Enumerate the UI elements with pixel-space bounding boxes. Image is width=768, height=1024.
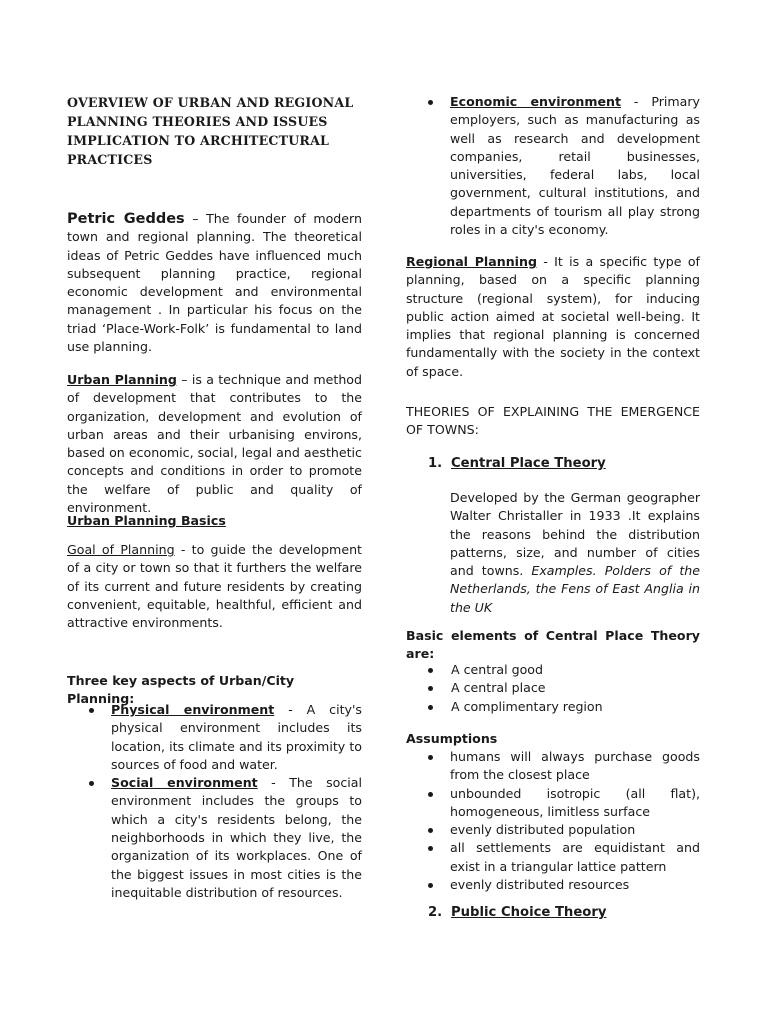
- assumptions-list: [406, 748, 700, 894]
- list-item: [67, 701, 362, 774]
- assumptions-heading: Assumptions: [406, 731, 498, 746]
- elements-heading: Basic elements of Central Place Theory are:: [406, 628, 700, 661]
- list-item: unbounded isotropic (all flat), homogeneous, limitless surface: [406, 785, 700, 822]
- theory-2-heading: [406, 904, 606, 922]
- theories-heading: THEORIES OF EXPLAINING THE EMERGENCE OF TOWNS:: [406, 404, 700, 438]
- goal-term: Goal of Planning: [67, 542, 175, 557]
- theory-1-desc-text: Developed by the German geographer Walter Christaller in 1933 .It explains the reasons behind the distribution patterns, size, and number of cities and towns.: [450, 490, 700, 579]
- list-item: all settlements are equidistant and exist in a triangular lattice pattern: [406, 839, 700, 876]
- list-item: evenly distributed population: [406, 821, 700, 839]
- regional-planning-text: - It is a specific type of planning, based on a specific planning structure (regional system), for inducing public action aimed at societal well-being. It implies that regional planning is concerned fundamentally with the society in the context of space.: [406, 254, 700, 379]
- theory-1-title: Central Place Theory: [451, 456, 606, 471]
- aspect-text: - The social environment includes the groups to which a city's residents belong, the neighborhoods in which they live, the organization of its workplaces. One of the biggest issues in most cities is the inequitable distribution of resources.: [111, 775, 363, 900]
- theory-2-title: Public Choice Theory: [451, 905, 607, 920]
- list-item: [67, 774, 362, 902]
- theory-1-number: 1.: [428, 456, 443, 471]
- list-item: evenly distributed resources: [406, 876, 700, 894]
- geddes-name: Petric Geddes: [67, 211, 185, 227]
- regional-planning-term: Regional Planning: [406, 254, 537, 269]
- regional-planning-paragraph: [406, 253, 700, 381]
- list-item: A complimentary region: [406, 698, 700, 716]
- theory-1-description: [406, 489, 700, 617]
- economic-term: Economic environment: [450, 94, 622, 109]
- aspect-term: Social environment: [111, 775, 258, 791]
- urban-planning-term: Urban Planning: [67, 372, 177, 387]
- goal-text: - to guide the development of a city or town so that it furthers the welfare of its current and future residents by creating convenient, equitable, healthful, efficient and attractive environments.: [67, 542, 362, 631]
- aspects-list: [67, 701, 362, 902]
- aspects-heading: Three key aspects of Urban/City Planning:: [67, 673, 295, 706]
- economic-list: [406, 93, 700, 239]
- theory-1-examples: Examples. Polders of the Netherlands, the Fens of East Anglia in the UK: [450, 563, 700, 615]
- urban-planning-text: – is a technique and method of development that contributes to the organization, development and evolution of urban areas and their urbanising environs, based on economic, social, legal and aesthetic concepts and conditions in order to promote the welfare of public and quality of environment.: [67, 372, 362, 516]
- list-item: A central place: [406, 679, 700, 697]
- list-item: [406, 93, 700, 239]
- elements-list: [406, 661, 700, 716]
- document-title: OVERVIEW OF URBAN AND REGIONAL PLANNING THEORIES AND ISSUES IMPLICATION TO ARCHITECTURAL PRACTICES: [67, 95, 354, 167]
- economic-text: - Primary employers, such as manufacturing as well as research and development companies, retail businesses, universities, federal labs, local government, cultural institutions, and departments of tourism all play strong roles in a city's economy.: [450, 94, 701, 238]
- aspect-term: Physical environment: [111, 702, 275, 717]
- aspect-text: - A city's physical environment includes its location, its climate and its proximity to sources of food and water.: [111, 702, 362, 772]
- list-item: humans will always purchase goods from the closest place: [406, 748, 700, 785]
- theory-1-heading: [406, 455, 606, 473]
- urban-planning-paragraph: [67, 371, 362, 517]
- urban-planning-basics-heading: Urban Planning Basics: [67, 513, 226, 528]
- list-item: A central good: [406, 661, 700, 679]
- theory-2-number: 2.: [428, 905, 443, 920]
- geddes-text: – The founder of modern town and regional planning. The theoretical ideas of Petric Geddes have influenced much subsequent planning practice, regional economic development and environmental management . In particular his focus on the triad ‘Place-Work-Folk’ is fundamental to land use planning.: [67, 211, 362, 355]
- geddes-paragraph: [67, 210, 362, 356]
- goal-paragraph: [67, 541, 362, 632]
